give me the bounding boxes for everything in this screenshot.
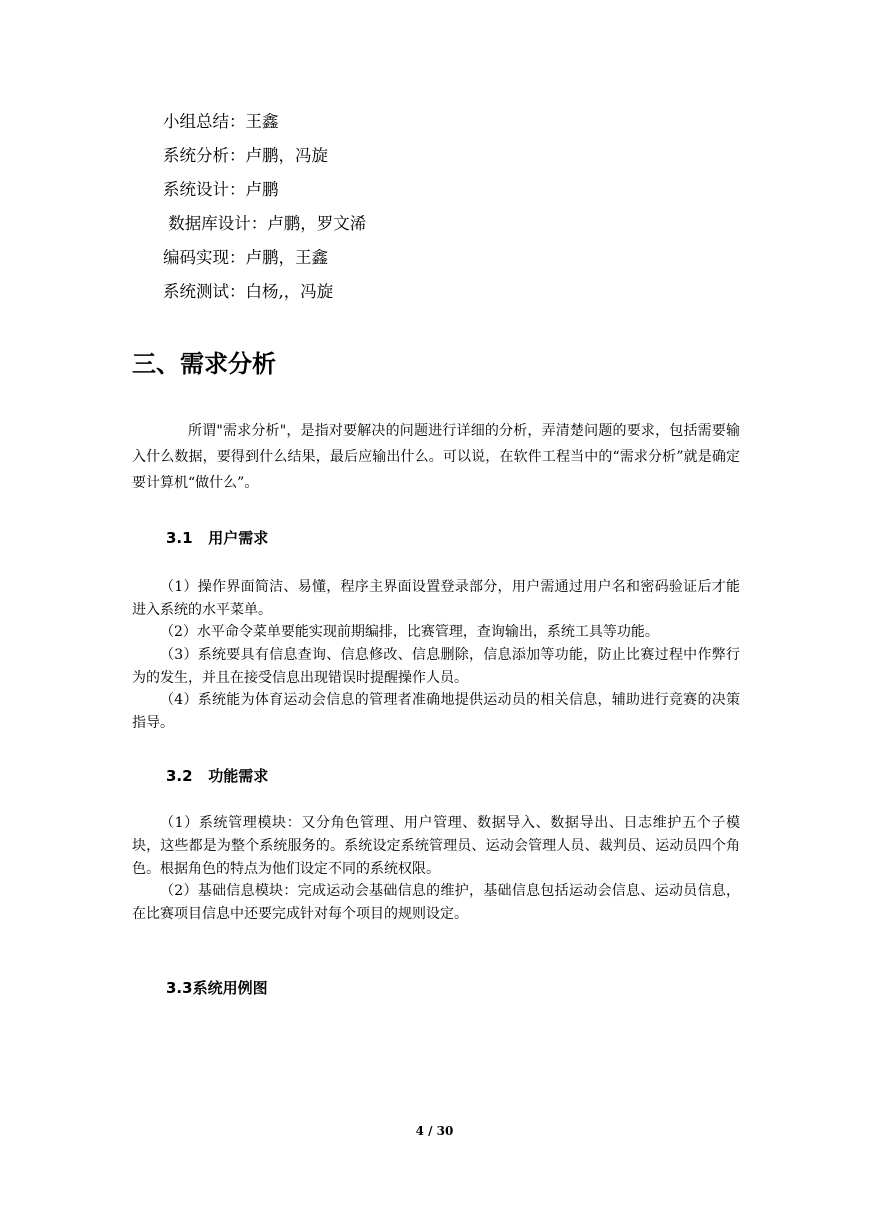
page-number-footer: 4 / 30	[415, 1124, 454, 1138]
user-requirement-item-2: （2）水平命令菜单要能实现前期编排，比赛管理，查询输出，系统工具等功能。	[160, 624, 659, 640]
subsection-heading-user-requirements: 3.1 用户需求	[166, 529, 269, 547]
team-line-summary: 小组总结：王鑫	[163, 112, 279, 131]
team-line-analysis: 系统分析：卢鹏，冯旋	[163, 146, 328, 165]
requirements-intro-paragraph: 所谓"需求分析"，是指对要解决的问题进行详细的分析，弄清楚问题的要求，包括需要输入什么数据，要得到什么结果，最后应输出什么。可以说，在软件工程当中的“需求分析”就是确定要计算机“做什么”。	[132, 423, 740, 491]
team-line-database: 数据库设计：卢鹏，罗文浠	[163, 214, 367, 233]
user-requirement-item-1: （1）操作界面简洁、易懂，程序主界面设置登录部分，用户需通过用户名和密码验证后才能进入系统的水平菜单。	[132, 579, 740, 618]
functional-requirement-item-2: （2）基础信息模块：完成运动会基础信息的维护，基础信息包括运动会信息、运动员信息，在比赛项目信息中还要完成针对每个项目的规则设定。	[132, 883, 740, 922]
functional-requirement-item-1: （1）系统管理模块：又分角色管理、用户管理、数据导入、数据导出、日志维护五个子模块，这些都是为整个系统服务的。系统设定系统管理员、运动会管理人员、裁判员、运动员四个角色。根据角色的特点为他们设定不同的系统权限。	[132, 815, 740, 877]
subsection-heading-functional-requirements: 3.2 功能需求	[166, 767, 269, 785]
user-requirement-item-3: （3）系统要具有信息查询、信息修改、信息删除，信息添加等功能，防止比赛过程中作弊行为的发生，并且在接受信息出现错误时提醒操作人员。	[132, 647, 740, 686]
team-line-testing: 系统测试：白杨,，冯旋	[163, 282, 334, 301]
user-requirement-item-4: （4）系统能为体育运动会信息的管理者准确地提供运动员的相关信息，辅助进行竞赛的决策指导。	[132, 692, 740, 731]
team-line-coding: 编码实现：卢鹏，王鑫	[163, 248, 328, 267]
subsection-heading-use-case-diagram: 3.3系统用例图	[166, 979, 268, 997]
team-line-design: 系统设计：卢鹏	[163, 180, 279, 199]
section-heading-requirements: 三、需求分析	[132, 350, 276, 378]
